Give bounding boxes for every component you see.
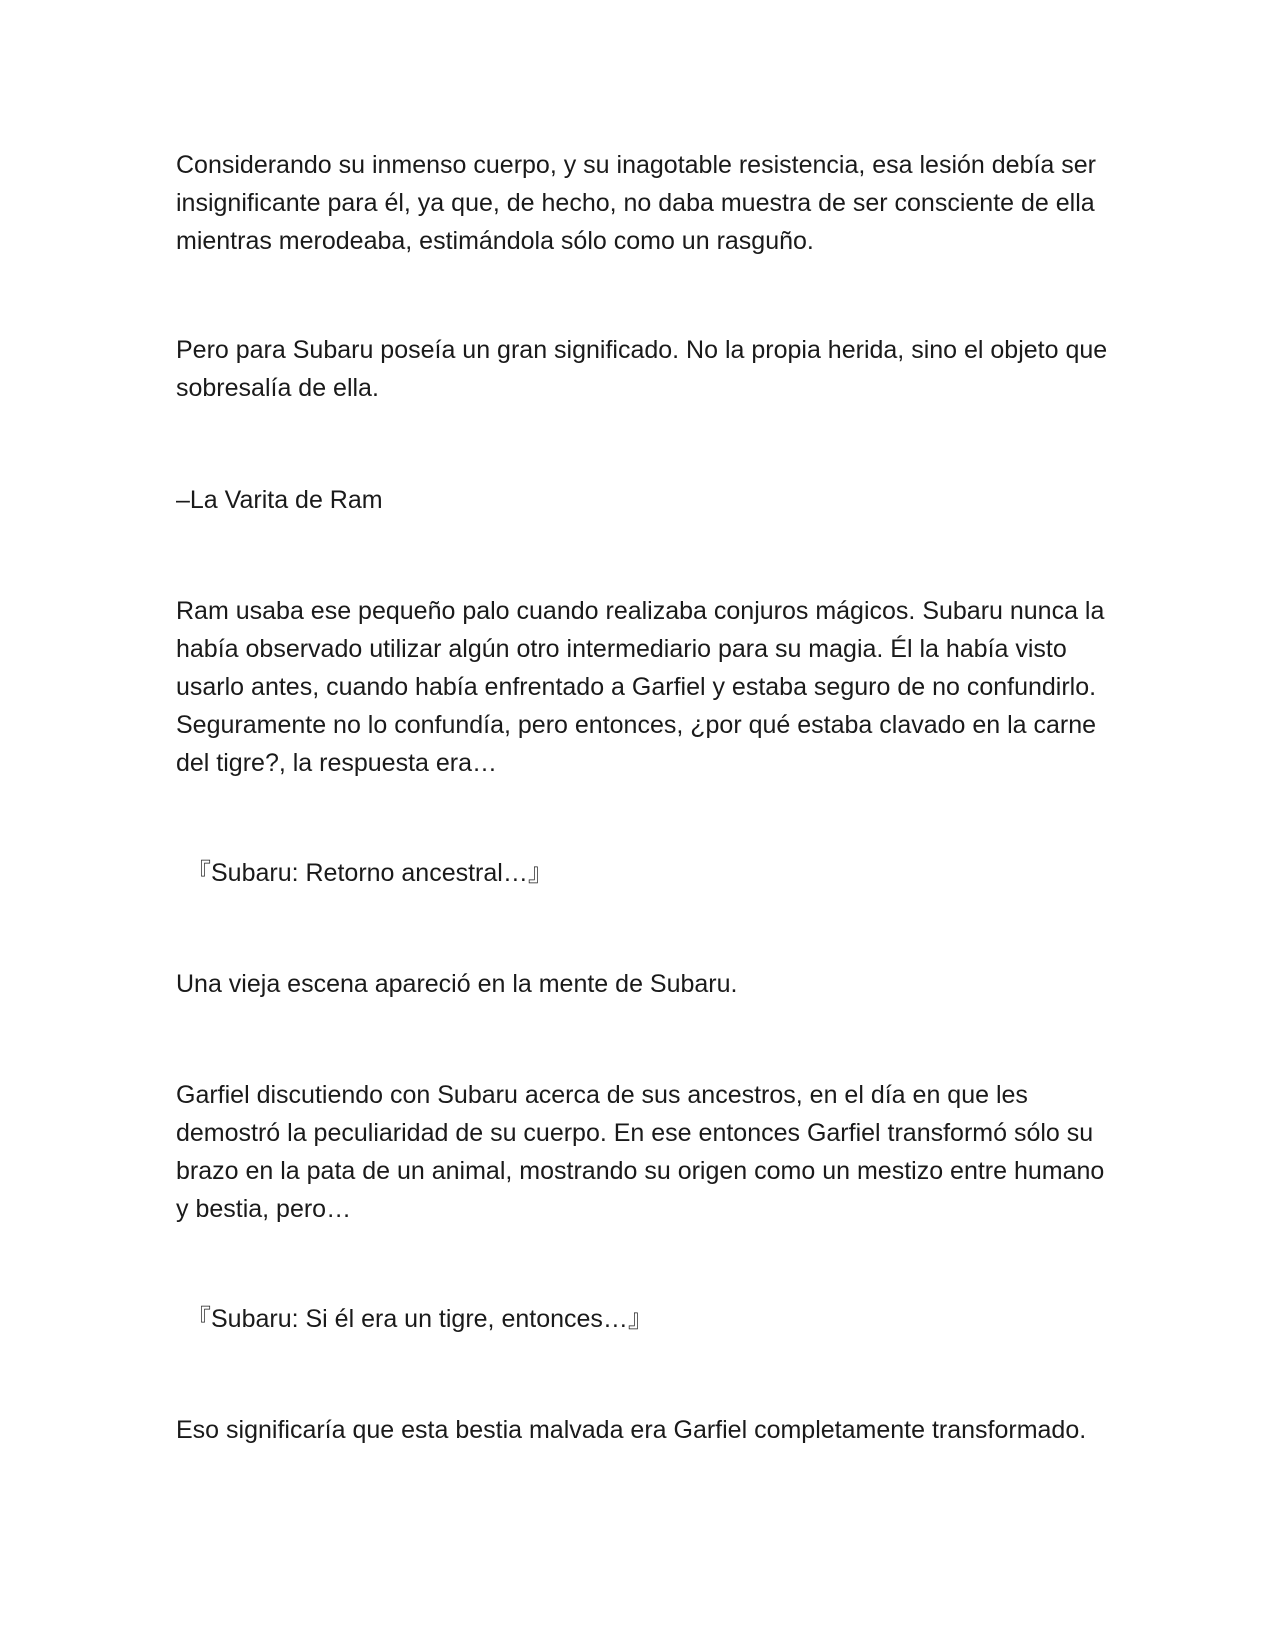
paragraph-narration: Una vieja escena apareció en la mente de Subaru. [176,970,738,998]
paragraph-narration: Garfiel discutiendo con Subaru acerca de sus ancestros, en el día en que les demostró la peculiaridad de su cuerpo. En ese entonces Garfiel transformó sólo su brazo en la pata de un animal, mostrando su origen como un mestizo entre humano y bestia, pero… [176,1081,1105,1223]
paragraph-heading-line: –La Varita de Ram [176,486,383,514]
paragraph-narration: Pero para Subaru poseía un gran significado. No la propia herida, sino el objeto que sobresalía de ella. [176,336,1108,402]
paragraph-dialogue: 『Subaru: Si él era un tigre, entonces…』 [186,1305,653,1333]
paragraph-dialogue: 『Subaru: Retorno ancestral…』 [186,859,553,887]
paragraph-narration: Considerando su inmenso cuerpo, y su inagotable resistencia, esa lesión debía ser insignificante para él, ya que, de hecho, no daba muestra de ser consciente de ella mientras merodeaba, estimándola sólo como un rasguño. [176,151,1096,255]
paragraph-narration: Ram usaba ese pequeño palo cuando realizaba conjuros mágicos. Subaru nunca la había observado utilizar algún otro intermediario para su magia. Él la había visto usarlo antes, cuando había enfrentado a Garfiel y estaba seguro de no confundirlo. Seguramente no lo confundía, pero entonces, ¿por qué estaba clavado en la carne del tigre?, la respuesta era… [176,597,1105,777]
paragraph-narration: Eso significaría que esta bestia malvada era Garfiel completamente transformado. [176,1416,1087,1444]
